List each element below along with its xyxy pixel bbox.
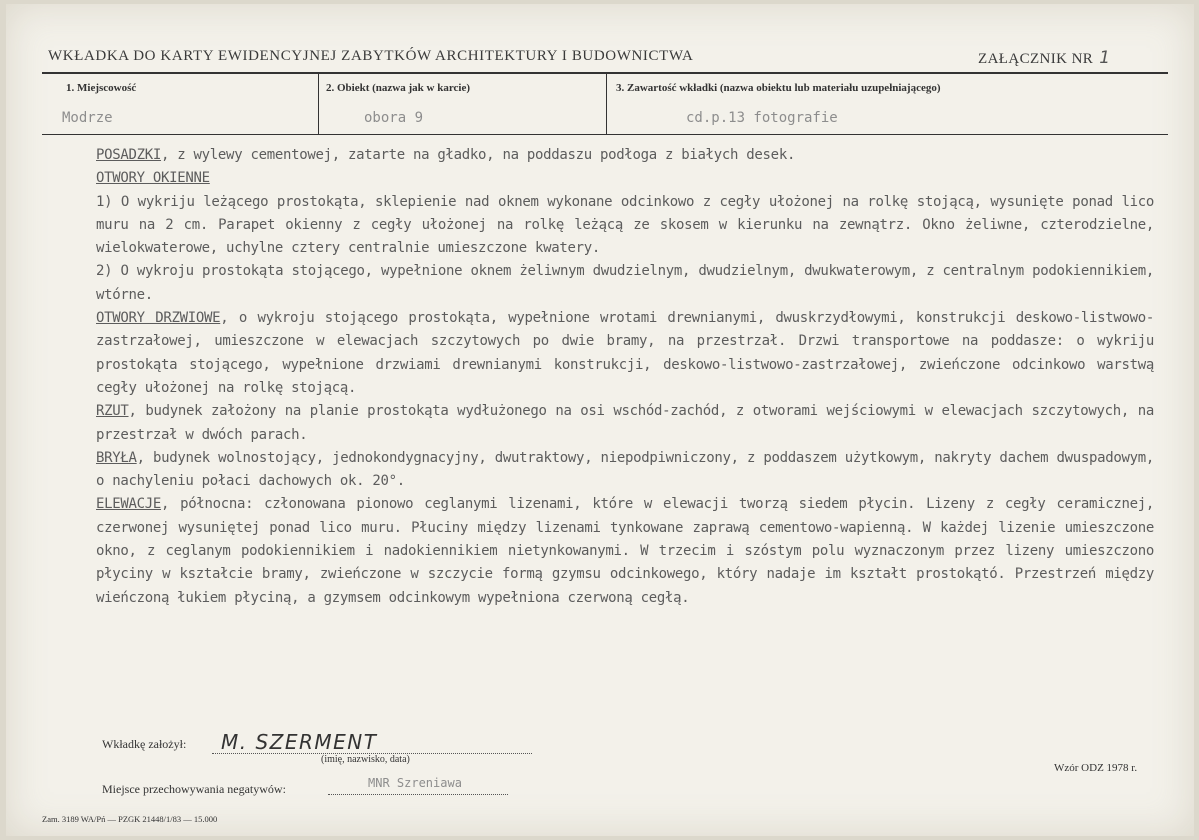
text-rzut: , budynek założony na planie prostokąta wydłużonego na osi wschód-zachód, z otworami wejściowymi w elewacjach szczytowych, na przestrzał w dwóch parach.	[96, 403, 1154, 443]
negatives-line	[328, 794, 508, 795]
content-value: cd.p.13 fotografie	[686, 110, 838, 126]
heading-posadzki: POSADZKI	[96, 147, 162, 163]
column-divider	[606, 74, 607, 134]
section-bryla	[96, 447, 1154, 494]
section-elewacje	[96, 493, 1154, 609]
section-drzwi	[96, 307, 1154, 400]
annex-label: ZAŁĄCZNIK NR	[978, 51, 1094, 67]
content-label: 3. Zawartość wkładki (nazwa obiektu lub materiału uzupełniającego)	[616, 82, 941, 94]
section-okna	[96, 167, 1154, 190]
print-info: Zam. 3189 WA/Pń — PZGK 21448/1/83 — 15.000	[42, 814, 218, 824]
heading-bryla: BRYŁA	[96, 449, 137, 466]
header-rule	[42, 72, 1168, 74]
heading-rzut: RZUT	[96, 403, 129, 420]
column-divider	[318, 74, 319, 134]
object-value: obora 9	[364, 110, 424, 126]
text-okna-2: 2) O wykroju prostokąta stojącego, wypełnione oknem żeliwnym dwudzielnym, dwudzielnym, dwukwaterowym, z centralnym podokiennikiem, wtórne.	[96, 263, 1154, 303]
heading-okna: OTWORY OKIENNE	[96, 170, 210, 187]
form-model: Wzór ODZ 1978 r.	[1054, 762, 1138, 774]
object-label: 2. Obiekt (nazwa jak w karcie)	[326, 82, 471, 94]
text-elewacje: , północna: członowana pionowo ceglanymi lizenami, które w elewacji tworzą siedem płycin. Lizeny z cegły ceramicznej, czerwonej wysuniętej ponad lico muru. Płuciny między lizenami tynkowane zaprawą cementowo-wapienną. W każdej lizenie umieszczone okno, z ceglanym podokiennikiem i nadokiennikiem nietynkowanymi. W trzecim i szóstym polu wyznaczonym przez lizeny umieszczono płyciny w kształcie bramy, zwieńczone w szczycie formą gzymsu odcinkowego, który nadaje im kształt prostokątó. Przestrzeń między wieńczoną łukiem płyciną, a gzymsem odcinkowym wypełniona czerwoną cegłą.	[96, 496, 1154, 606]
negatives-value: MNR Szreniawa	[368, 776, 462, 790]
description-body	[96, 144, 1154, 610]
heading-drzwi: OTWORY DRZWIOWE	[96, 310, 221, 327]
document-sheet	[6, 4, 1194, 836]
negatives-label: Miejsce przechowywania negatywów:	[102, 782, 286, 796]
annex-number-value: 1	[1099, 48, 1111, 68]
section-posadzki	[96, 144, 1154, 167]
text-okna-1: 1) O wykriju leżącego prostokąta, sklepienie nad oknem wykonane odcinkowo z cegły ułożonej na rolkę stojącą, wysunięte ponad lico muru na 2 cm. Parapet okienny z cegły ułożonej na rolkę leżącą ze skosem w kierunku na zewnątrz. Okno żeliwne, czterodzielne, wielokwaterowe, uchylne cztery centralnie umieszczone kwatery.	[96, 193, 1154, 257]
text-bryla: , budynek wolnostojący, jednokondygnacyjny, dwutraktowy, niepodpiwniczony, z poddaszem użytkowym, nakryty dachem dwuspadowym, o nachyleniu połaci dachowych ok. 20°.	[96, 449, 1154, 490]
annex-number	[978, 48, 1110, 68]
author-label: Wkładkę założył:	[102, 737, 187, 751]
author-signature: M. SZERMENT	[221, 730, 378, 754]
heading-elewacje: ELEWACJE	[96, 496, 162, 513]
locality-label: 1. Miejscowość	[66, 82, 137, 94]
locality-value: Modrze	[62, 110, 113, 126]
text-drzwi: , o wykroju stojącego prostokąta, wypełnione wrotami drewnianymi, dwuskrzydłowymi, konstrukcji deskowo-listwowo-zastrzałowej, umieszczone w elewacjach szczytowych po dwie bramy, na przestrzał. Drzwi transportowe na poddasze: o wykriju prostokąta stojącego, wypełnione drzwiami drewnianymi konstrukcji, deskowo-listwowo-zastrzałowej, zwieńczone odcinkowo warstwą cegły ułożonej na rolkę stojącą.	[96, 310, 1154, 396]
document-title: WKŁADKA DO KARTY EWIDENCYJNEJ ZABYTKÓW ARCHITEKTURY I BUDOWNICTWA	[48, 48, 694, 64]
author-hint: (imię, nazwisko, data)	[321, 754, 410, 765]
text-posadzki: , z wylewy cementowej, zatarte na gładko, na poddaszu podłoga z białych desek.	[161, 147, 796, 163]
section-rzut	[96, 400, 1154, 447]
fields-rule	[42, 134, 1168, 135]
